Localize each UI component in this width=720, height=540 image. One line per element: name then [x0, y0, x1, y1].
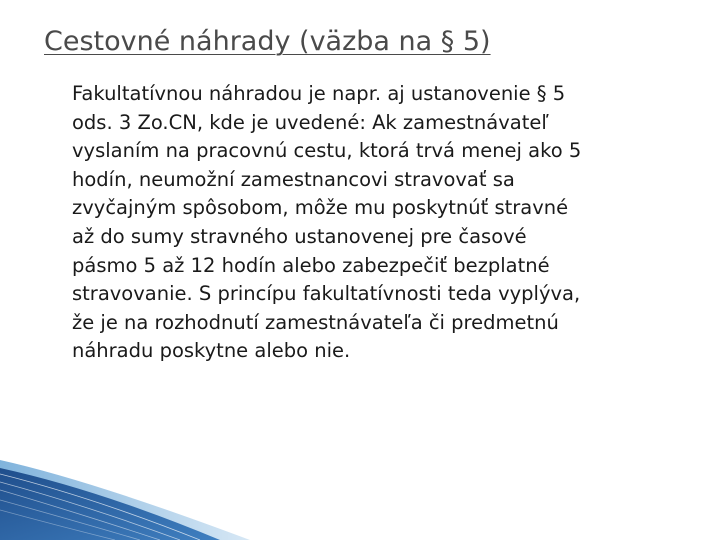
body-line: stravovanie. S princípu fakultatívnosti teda vyplýva,: [72, 282, 581, 306]
body-line: vyslaním na pracovnú cestu, ktorá trvá menej ako 5: [72, 139, 582, 163]
body-line: hodín, neumožní zamestnancovi stravovať sa: [72, 167, 515, 191]
body-line: až do sumy stravného ustanovenej pre časové: [72, 224, 527, 248]
body-line: náhradu poskytne alebo nie.: [72, 339, 351, 363]
body-line: zvyčajným spôsobom, môže mu poskytnúť stravné: [72, 196, 569, 220]
body-line: ods. 3 Zo.CN, kde je uvedené: Ak zamestnávateľ: [72, 110, 549, 134]
body-line: pásmo 5 až 12 hodín alebo zabezpečiť bezplatné: [72, 253, 550, 277]
slide-body-text: [72, 80, 687, 366]
slide-title: Cestovné náhrady (väzba na § 5): [44, 26, 491, 57]
body-line: že je na rozhodnutí zamestnávateľa či predmetnú: [72, 310, 559, 334]
blue-wave-decoration-icon: [0, 450, 250, 540]
body-line: Fakultatívnou náhradou je napr. aj ustanovenie § 5: [72, 82, 566, 105]
